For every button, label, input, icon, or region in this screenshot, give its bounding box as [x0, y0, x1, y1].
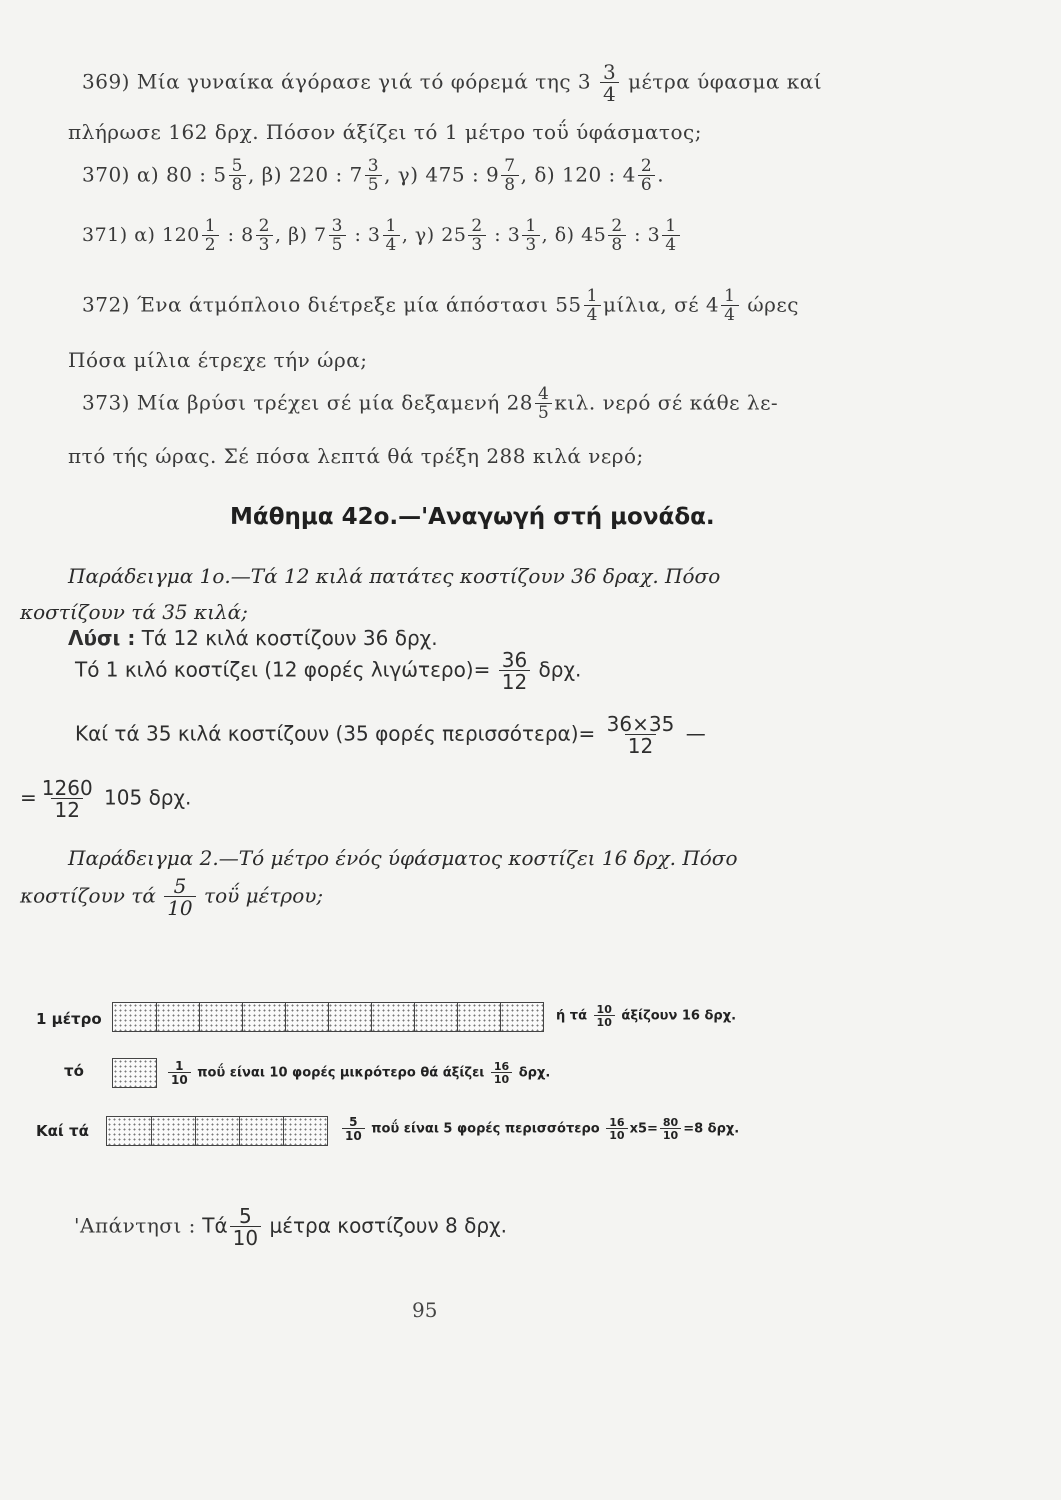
example-2-line1: Παράδειγμα 2.—Τό μέτρο ένός ύφάσματος κοστίζει 16 δρχ. Πόσο [68, 846, 738, 870]
example-2-line2: κοστίζουν τά $\frac{5}{10}$ τοΰ μέτρου; [20, 874, 324, 920]
row1-label: 1 μέτρο [36, 1010, 102, 1028]
row1-text: ή τά $\frac{10}{10}$ άξίζουν 16 δρχ. [556, 1003, 737, 1029]
lesson-title: Μάθημα 42ο.—'Αναγωγή στή μονάδα. [230, 504, 715, 530]
row2-text: $\frac{1}{10}$ ποΰ είναι 10 φορές μικρότερο θά άξίζει $\frac{16}{10}$ δρχ. [166, 1060, 550, 1086]
exercise-371: 371) α) 120 $\frac{1}{2}$ : 8 $\frac{2}{3}$ , β) 7 $\frac{3}{5}$ : 3 $\frac{1}{4}$ , γ) 25 $\frac{2}{3}$ : 3 $\frac{1}{3}$ , δ) 45 $\frac{2}{8}$ : 3 $\frac{1}{4}$ [82, 218, 682, 254]
fraction: $\frac{3}{4}$ [600, 62, 619, 104]
solution-line4: = $\frac{1260}{12}$ 105 δρχ. [20, 776, 192, 822]
exercise-369-line2: πλήρωσε 162 δρχ. Πόσον άξίζει τό 1 μέτρο τοΰ ύφάσματος; [68, 120, 702, 144]
text: μέτρα ύφασμα καί [628, 69, 823, 94]
exercise-373: 373) Μία βρύσι τρέχει σέ μία δεξαμενή 28 $\frac{4}{5}$ κιλ. νερό σέ κάθε λε- [82, 384, 779, 423]
solution-line1: Λύσι : Τά 12 κιλά κοστίζουν 36 δρχ. [68, 626, 438, 650]
row3-label: Καί τά [36, 1122, 89, 1140]
exercise-372: 372) Ένα άτμόπλοιο διέτρεξε μία άπόστασι 55 $\frac{1}{4}$ μίλια, σέ 4 $\frac{1}{4}$ ώρες [82, 286, 799, 325]
exercise-370: 370) α) 80 : 5 $\frac{5}{8}$ , β) 220 : 7 $\frac{3}{5}$ , γ) 475 : 9 $\frac{7}{8}$ , δ) 120 : 4 $\frac{2}{6}$ . [82, 156, 665, 195]
answer-line: 'Απάντησι : Τά $\frac{5}{10}$ μέτρα κοστίζουν 8 δρχ. [74, 1204, 507, 1250]
exercise-372-line2: Πόσα μίλια έτρεχε τήν ώρα; [68, 348, 368, 372]
row3-text: $\frac{5}{10}$ ποΰ είναι 5 φορές περισσότερο $\frac{16}{10}$ x5= $\frac{80}{10}$ =8 δρχ. [340, 1116, 739, 1142]
exercise-369 [82, 62, 822, 104]
solution-line3: Καί τά 35 κιλά κοστίζουν (35 φορές περισσότερα)= $\frac{36\times 35}{12}$ — [75, 712, 706, 758]
page-number: 95 [412, 1298, 438, 1322]
solution-line2: Τό 1 κιλό κοστίζει (12 φορές λιγώτερο)= $\frac{36}{12}$ δρχ. [75, 648, 582, 694]
example-1-line1: Παράδειγμα 1ο.—Τά 12 κιλά πατάτες κοστίζουν 36 δραχ. Πόσο [68, 564, 721, 588]
full-meter-bar [112, 1002, 544, 1032]
row2-label: τό [64, 1062, 84, 1080]
five-tenths-bar [106, 1116, 328, 1146]
tenth-meter-bar [112, 1058, 157, 1088]
example-1-line2: κοστίζουν τά 35 κιλά; [20, 600, 248, 624]
exercise-373-line2: πτό τής ώρας. Σέ πόσα λεπτά θά τρέξη 288 κιλά νερό; [68, 444, 644, 468]
text: 369) Μία γυναίκα άγόρασε γιά τό φόρεμά της 3 [82, 69, 592, 94]
